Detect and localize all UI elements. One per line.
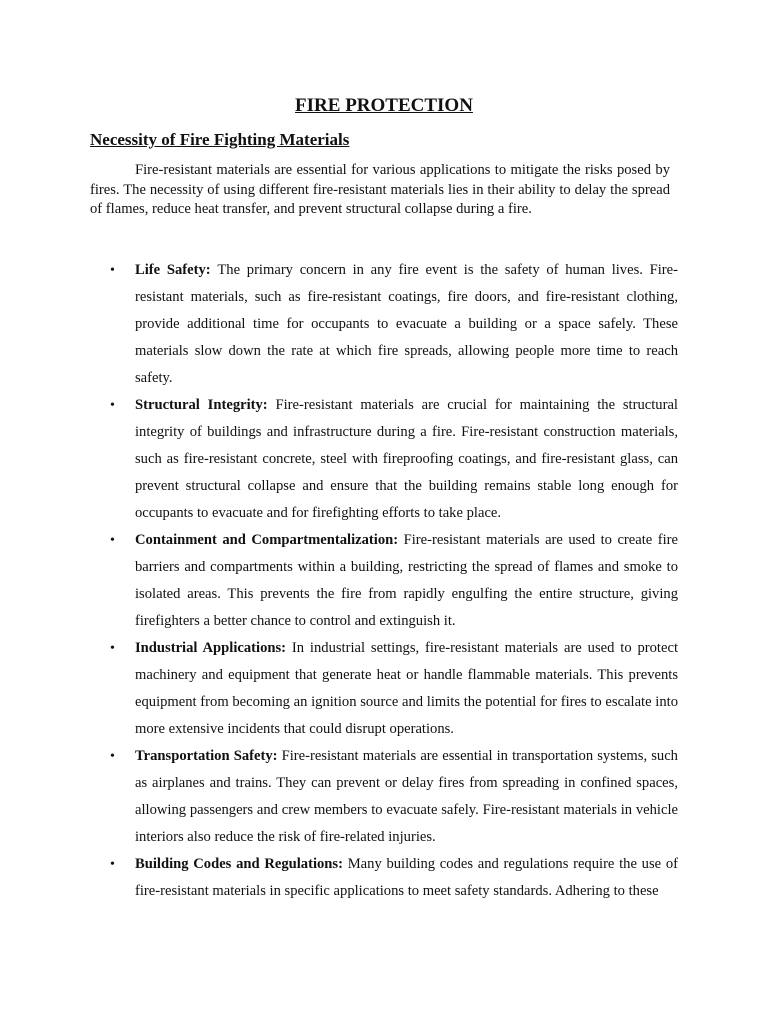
section-heading: Necessity of Fire Fighting Materials — [90, 130, 350, 149]
bullet-icon: • — [110, 398, 115, 413]
bullet-term: Transportation Safety: — [135, 748, 282, 764]
document-title: FIRE PROTECTION — [295, 95, 473, 116]
bullet-icon: • — [110, 533, 115, 548]
bullet-list — [110, 257, 678, 905]
bullet-text: In industrial settings, fire-resistant materials are used to protect machinery and equipment that generate heat or handle flammable materials. This prevents equipment from becoming an ignition source and limits the potential for fires to escalate into more extensive incidents that could disrupt operations. — [135, 640, 678, 737]
bullet-item-structural-integrity — [110, 392, 678, 527]
bullet-term: Industrial Applications: — [135, 640, 292, 656]
bullet-text: The primary concern in any fire event is the safety of human lives. Fire-resistant materials, such as fire-resistant coatings, fire doors, and fire-resistant clothing, provide additional time for occupants to evacuate a building or a space safely. These materials slow down the rate at which fire spreads, allowing people more time to reach safety. — [135, 262, 679, 386]
bullet-item-transportation — [110, 743, 678, 851]
bullet-icon: • — [110, 641, 115, 656]
bullet-icon: • — [110, 263, 115, 278]
bullet-text: Many building codes and regulations require the use of fire-resistant materials in specific applications to meet safety standards. Adhering to these — [135, 856, 678, 899]
bullet-icon: • — [110, 749, 115, 764]
bullet-item-building-codes — [110, 851, 678, 905]
bullet-term: Building Codes and Regulations: — [135, 856, 348, 872]
bullet-term: Structural Integrity: — [135, 397, 276, 413]
bullet-item-life-safety — [110, 257, 678, 392]
bullet-text: Fire-resistant materials are essential in transportation systems, such as airplanes and trains. They can prevent or delay fires from spreading in confined spaces, allowing passengers and crew members to evacuate safely. Fire-resistant materials in vehicle interiors also reduce the risk of fire-related injuries. — [135, 748, 678, 845]
bullet-text: Fire-resistant materials are used to create fire barriers and compartments within a building, restricting the spread of flames and smoke to isolated areas. This prevents the fire from rapidly engulfing the entire structure, giving firefighters a better chance to control and extinguish it. — [135, 532, 679, 629]
bullet-item-containment — [110, 527, 678, 635]
bullet-term: Life Safety: — [135, 262, 218, 278]
bullet-icon: • — [110, 857, 115, 872]
intro-paragraph: Fire-resistant materials are essential for various applications to mitigate the risks posed by fires. The necessity of using different fire-resistant materials lies in their ability to delay the spread of flames, reduce heat transfer, and prevent structural collapse during a fire. — [90, 162, 670, 217]
bullet-item-industrial — [110, 635, 678, 743]
bullet-term: Containment and Compartmentalization: — [135, 532, 404, 548]
bullet-text: Fire-resistant materials are crucial for maintaining the structural integrity of buildings and infrastructure during a fire. Fire-resistant construction materials, such as fire-resistant concrete, steel with fireproofing coatings, and fire-resistant glass, can prevent structural collapse and ensure that the building remains stable long enough for occupants to evacuate and for firefighting efforts to take place. — [135, 397, 678, 521]
